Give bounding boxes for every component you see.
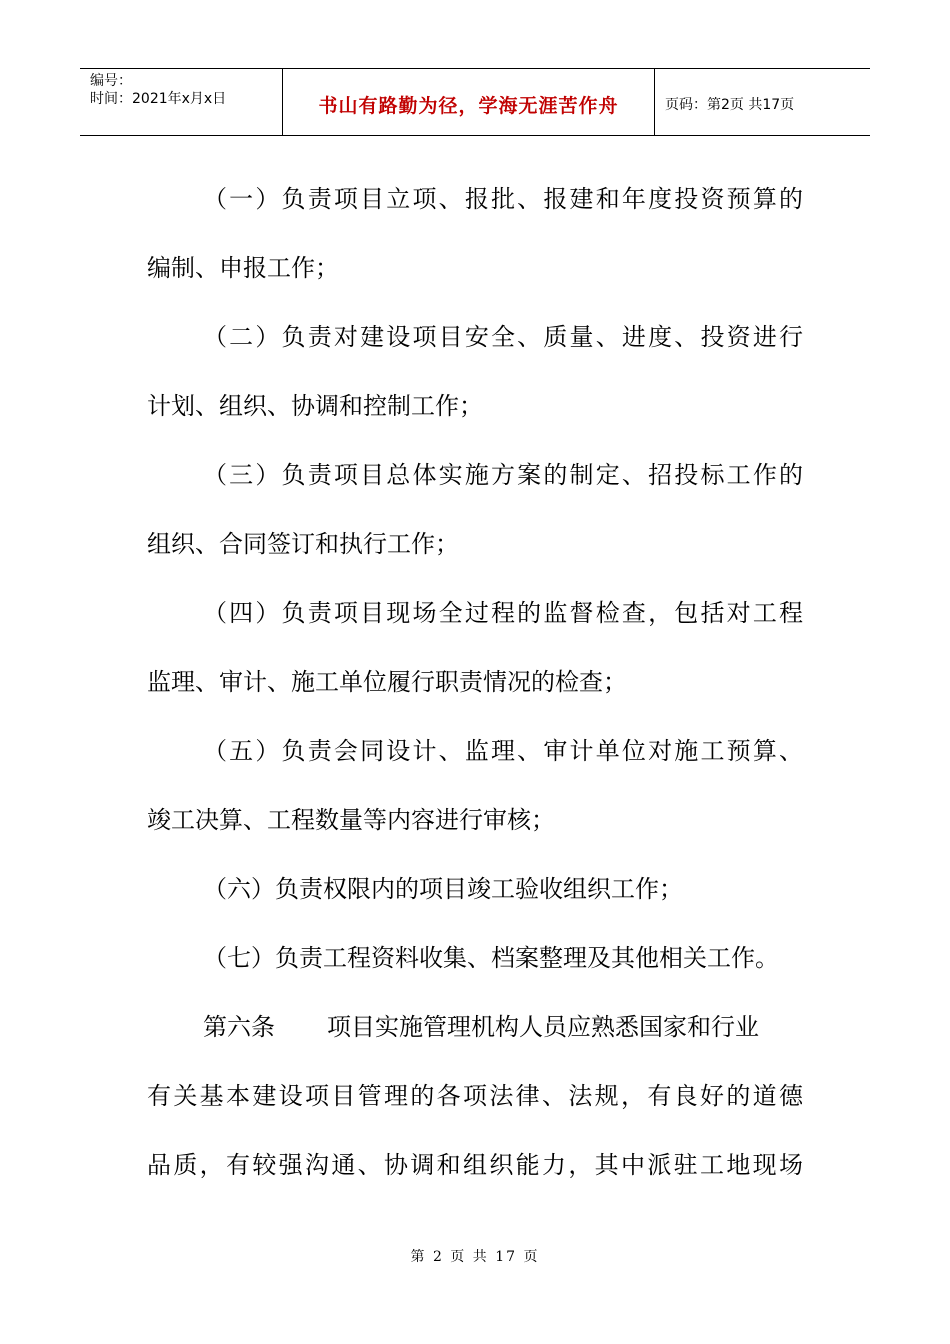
paragraph-line: （五）负责会同设计、监理、审计单位对施工预算、 bbox=[203, 737, 803, 765]
article-number: 第六条 bbox=[203, 1013, 275, 1041]
page-footer: 第 2 页 共 17 页 bbox=[410, 1249, 540, 1265]
paragraph-line: （四）负责项目现场全过程的监督检查，包括对工程 bbox=[203, 599, 803, 627]
header-page-number: 页码：第2页 共17页 bbox=[665, 97, 795, 113]
page-header bbox=[80, 68, 870, 136]
paragraph-line: 组织、合同签订和执行工作； bbox=[147, 530, 459, 558]
article-heading-line bbox=[147, 993, 803, 1062]
paragraph-line: （七）负责工程资料收集、档案整理及其他相关工作。 bbox=[203, 944, 779, 972]
document-body bbox=[147, 165, 803, 1200]
paragraph-line: 监理、审计、施工单位履行职责情况的检查； bbox=[147, 668, 627, 696]
paragraph-line: 品质，有较强沟通、协调和组织能力，其中派驻工地现场 bbox=[147, 1151, 803, 1179]
paragraph-line: 有关基本建设项目管理的各项法律、法规，有良好的道德 bbox=[147, 1082, 803, 1110]
paragraph-line: 编制、申报工作； bbox=[147, 254, 339, 282]
paragraph-line: （二）负责对建设项目安全、质量、进度、投资进行 bbox=[203, 323, 803, 351]
paragraph-line: 计划、组织、协调和控制工作； bbox=[147, 392, 483, 420]
paragraph-line: （一）负责项目立项、报批、报建和年度投资预算的 bbox=[203, 185, 803, 213]
header-meta bbox=[80, 69, 283, 135]
header-motto-cell bbox=[283, 69, 655, 135]
document-number-label: 编号： bbox=[90, 73, 132, 89]
paragraph-line: （三）负责项目总体实施方案的制定、招投标工作的 bbox=[203, 461, 803, 489]
header-page-info bbox=[655, 69, 870, 135]
paragraph-line: （六）负责权限内的项目竣工验收组织工作； bbox=[203, 875, 683, 903]
header-motto: 书山有路勤为径，学海无涯苦作舟 bbox=[318, 94, 619, 117]
article-first-line: 项目实施管理机构人员应熟悉国家和行业 bbox=[327, 1013, 759, 1041]
document-time-label: 时间：2021年x月x日 bbox=[90, 91, 227, 107]
paragraph-line: 竣工决算、工程数量等内容进行审核； bbox=[147, 806, 555, 834]
